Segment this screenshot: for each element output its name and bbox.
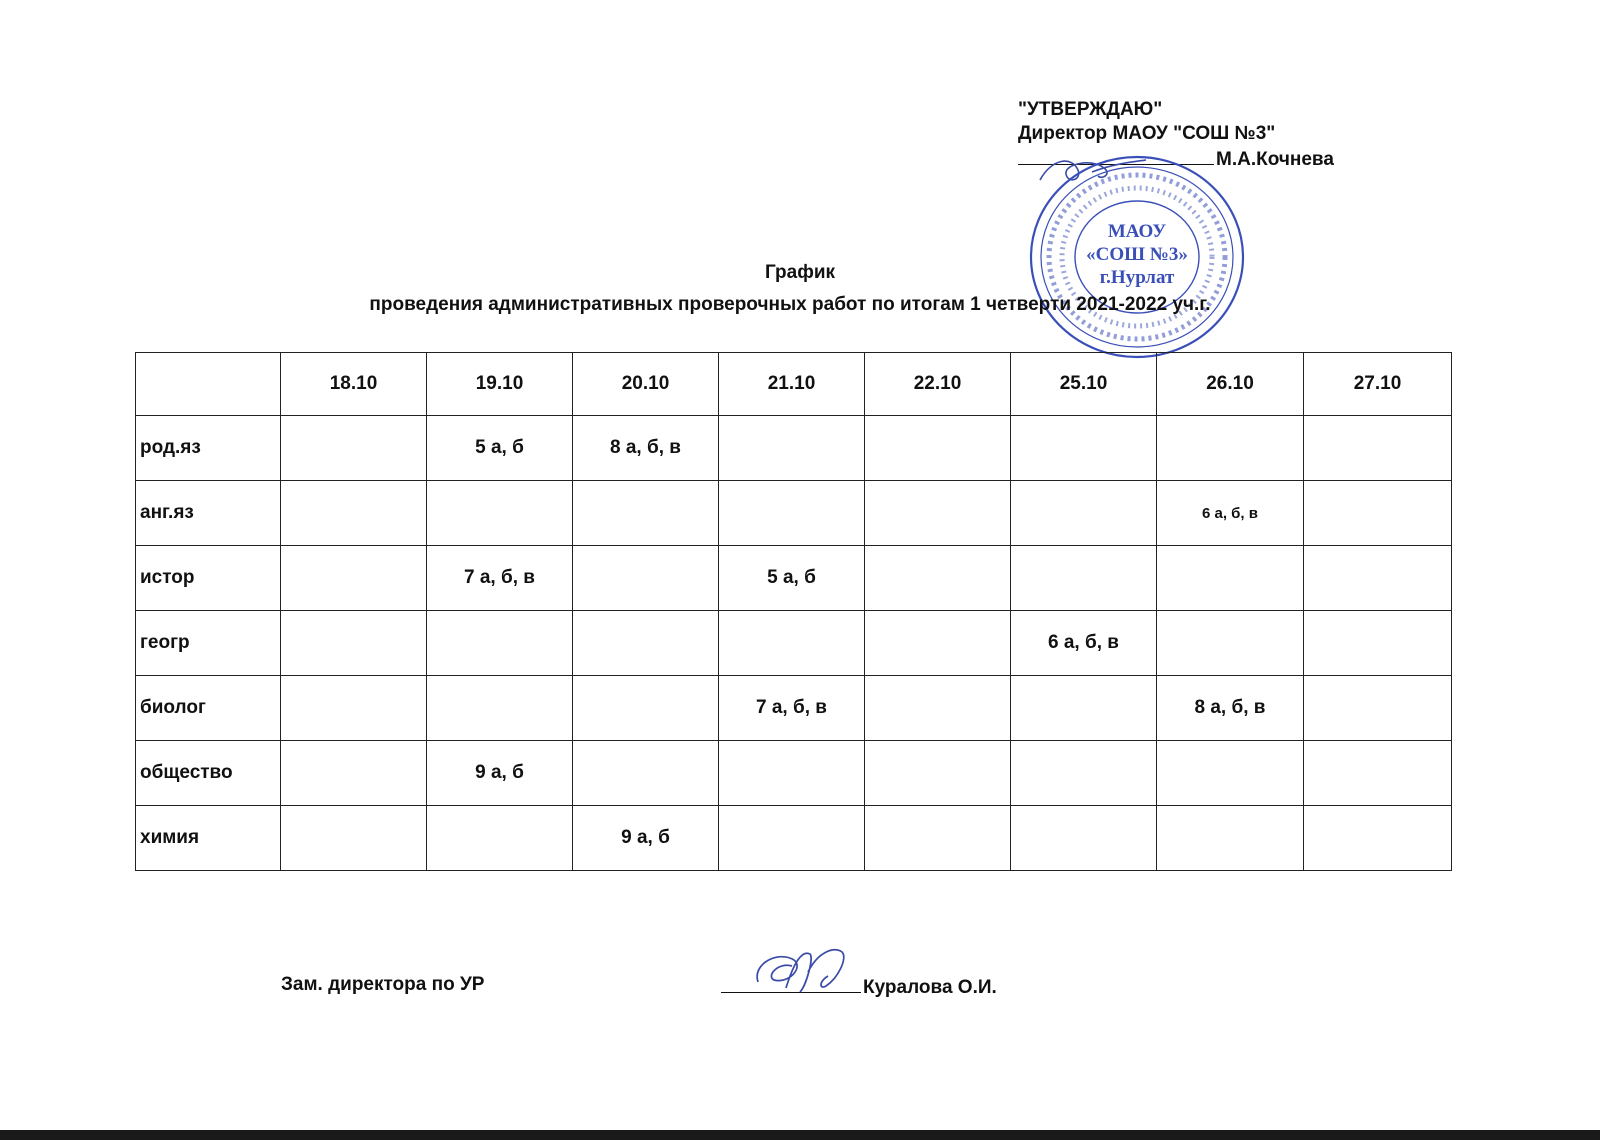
schedule-cell (281, 676, 427, 741)
schedule-cell (865, 611, 1011, 676)
table-row (136, 806, 1452, 871)
schedule-cell (1011, 546, 1157, 611)
schedule-cell (1011, 741, 1157, 806)
deputy-signature (748, 942, 858, 998)
table-row (136, 676, 1452, 741)
schedule-cell (573, 741, 719, 806)
schedule-cell: 7 а, б, в (719, 676, 865, 741)
schedule-cell (1304, 546, 1452, 611)
approval-position: Директор МАОУ "СОШ №3" (1018, 123, 1276, 144)
deputy-name: Куралова О.И. (863, 977, 997, 998)
school-seal (1026, 152, 1248, 362)
schedule-cell (1304, 611, 1452, 676)
subject-cell: род.яз (136, 416, 281, 481)
scan-edge (0, 1130, 1600, 1140)
document-title: График (764, 262, 836, 283)
schedule-cell (719, 741, 865, 806)
date-header: 20.10 (573, 353, 719, 416)
schedule-cell (865, 481, 1011, 546)
seal-text-3: г.Нурлат (1099, 267, 1175, 288)
date-header: 26.10 (1157, 353, 1304, 416)
schedule-table (135, 352, 1452, 871)
schedule-cell (427, 676, 573, 741)
schedule-cell (1157, 546, 1304, 611)
schedule-cell: 8 а, б, в (1157, 676, 1304, 741)
schedule-cell (1011, 416, 1157, 481)
date-header: 21.10 (719, 353, 865, 416)
table-row (136, 611, 1452, 676)
schedule-cell (427, 481, 573, 546)
date-header: 18.10 (281, 353, 427, 416)
schedule-cell (281, 416, 427, 481)
schedule-cell: 7 а, б, в (427, 546, 573, 611)
table-row (136, 546, 1452, 611)
schedule-cell (865, 546, 1011, 611)
schedule-cell (719, 481, 865, 546)
schedule-cell (573, 546, 719, 611)
schedule-cell (719, 416, 865, 481)
schedule-cell (573, 611, 719, 676)
subject-cell: истор (136, 546, 281, 611)
schedule-cell (1304, 481, 1452, 546)
subject-cell: химия (136, 806, 281, 871)
schedule-cell (1157, 806, 1304, 871)
date-header: 27.10 (1304, 353, 1452, 416)
schedule-cell (719, 611, 865, 676)
date-header: 22.10 (865, 353, 1011, 416)
schedule-cell: 6 а, б, в (1157, 481, 1304, 546)
table-row (136, 481, 1452, 546)
schedule-cell (281, 546, 427, 611)
schedule-cell (865, 806, 1011, 871)
schedule-cell (281, 806, 427, 871)
schedule-cell (573, 676, 719, 741)
document-subtitle: проведения административных проверочных работ по итогам 1 четверти 2021-2022 уч.г. (369, 294, 1211, 315)
schedule-cell (281, 611, 427, 676)
schedule-cell (1011, 806, 1157, 871)
schedule-cell (1304, 741, 1452, 806)
schedule-cell (1011, 676, 1157, 741)
schedule-cell (427, 611, 573, 676)
schedule-cell (1304, 806, 1452, 871)
schedule-cell (1304, 676, 1452, 741)
table-header-row (136, 353, 1452, 416)
schedule-cell (719, 806, 865, 871)
table-row (136, 741, 1452, 806)
table-row (136, 416, 1452, 481)
seal-text-1: МАОУ (1107, 221, 1167, 242)
schedule-cell (1011, 481, 1157, 546)
date-header: 25.10 (1011, 353, 1157, 416)
schedule-cell (865, 416, 1011, 481)
approval-stamp: "УТВЕРЖДАЮ" (1018, 99, 1163, 120)
deputy-position: Зам. директора по УР (281, 974, 485, 995)
schedule-cell (573, 481, 719, 546)
schedule-cell (1304, 416, 1452, 481)
schedule-cell (865, 676, 1011, 741)
schedule-cell: 5 а, б (719, 546, 865, 611)
schedule-cell (281, 481, 427, 546)
schedule-cell (1157, 416, 1304, 481)
schedule-cell: 9 а, б (573, 806, 719, 871)
schedule-cell (865, 741, 1011, 806)
seal-text-2: «СОШ №3» (1086, 244, 1188, 265)
schedule-cell: 6 а, б, в (1011, 611, 1157, 676)
date-header: 19.10 (427, 353, 573, 416)
schedule-cell (1157, 741, 1304, 806)
schedule-cell: 5 а, б (427, 416, 573, 481)
schedule-cell: 9 а, б (427, 741, 573, 806)
header-corner (136, 353, 281, 416)
subject-cell: общество (136, 741, 281, 806)
schedule-cell: 8 а, б, в (573, 416, 719, 481)
subject-cell: анг.яз (136, 481, 281, 546)
subject-cell: биолог (136, 676, 281, 741)
schedule-cell (281, 741, 427, 806)
approval-name: М.А.Кочнева (1216, 149, 1334, 170)
schedule-cell (1157, 611, 1304, 676)
schedule-cell (427, 806, 573, 871)
subject-cell: геогр (136, 611, 281, 676)
